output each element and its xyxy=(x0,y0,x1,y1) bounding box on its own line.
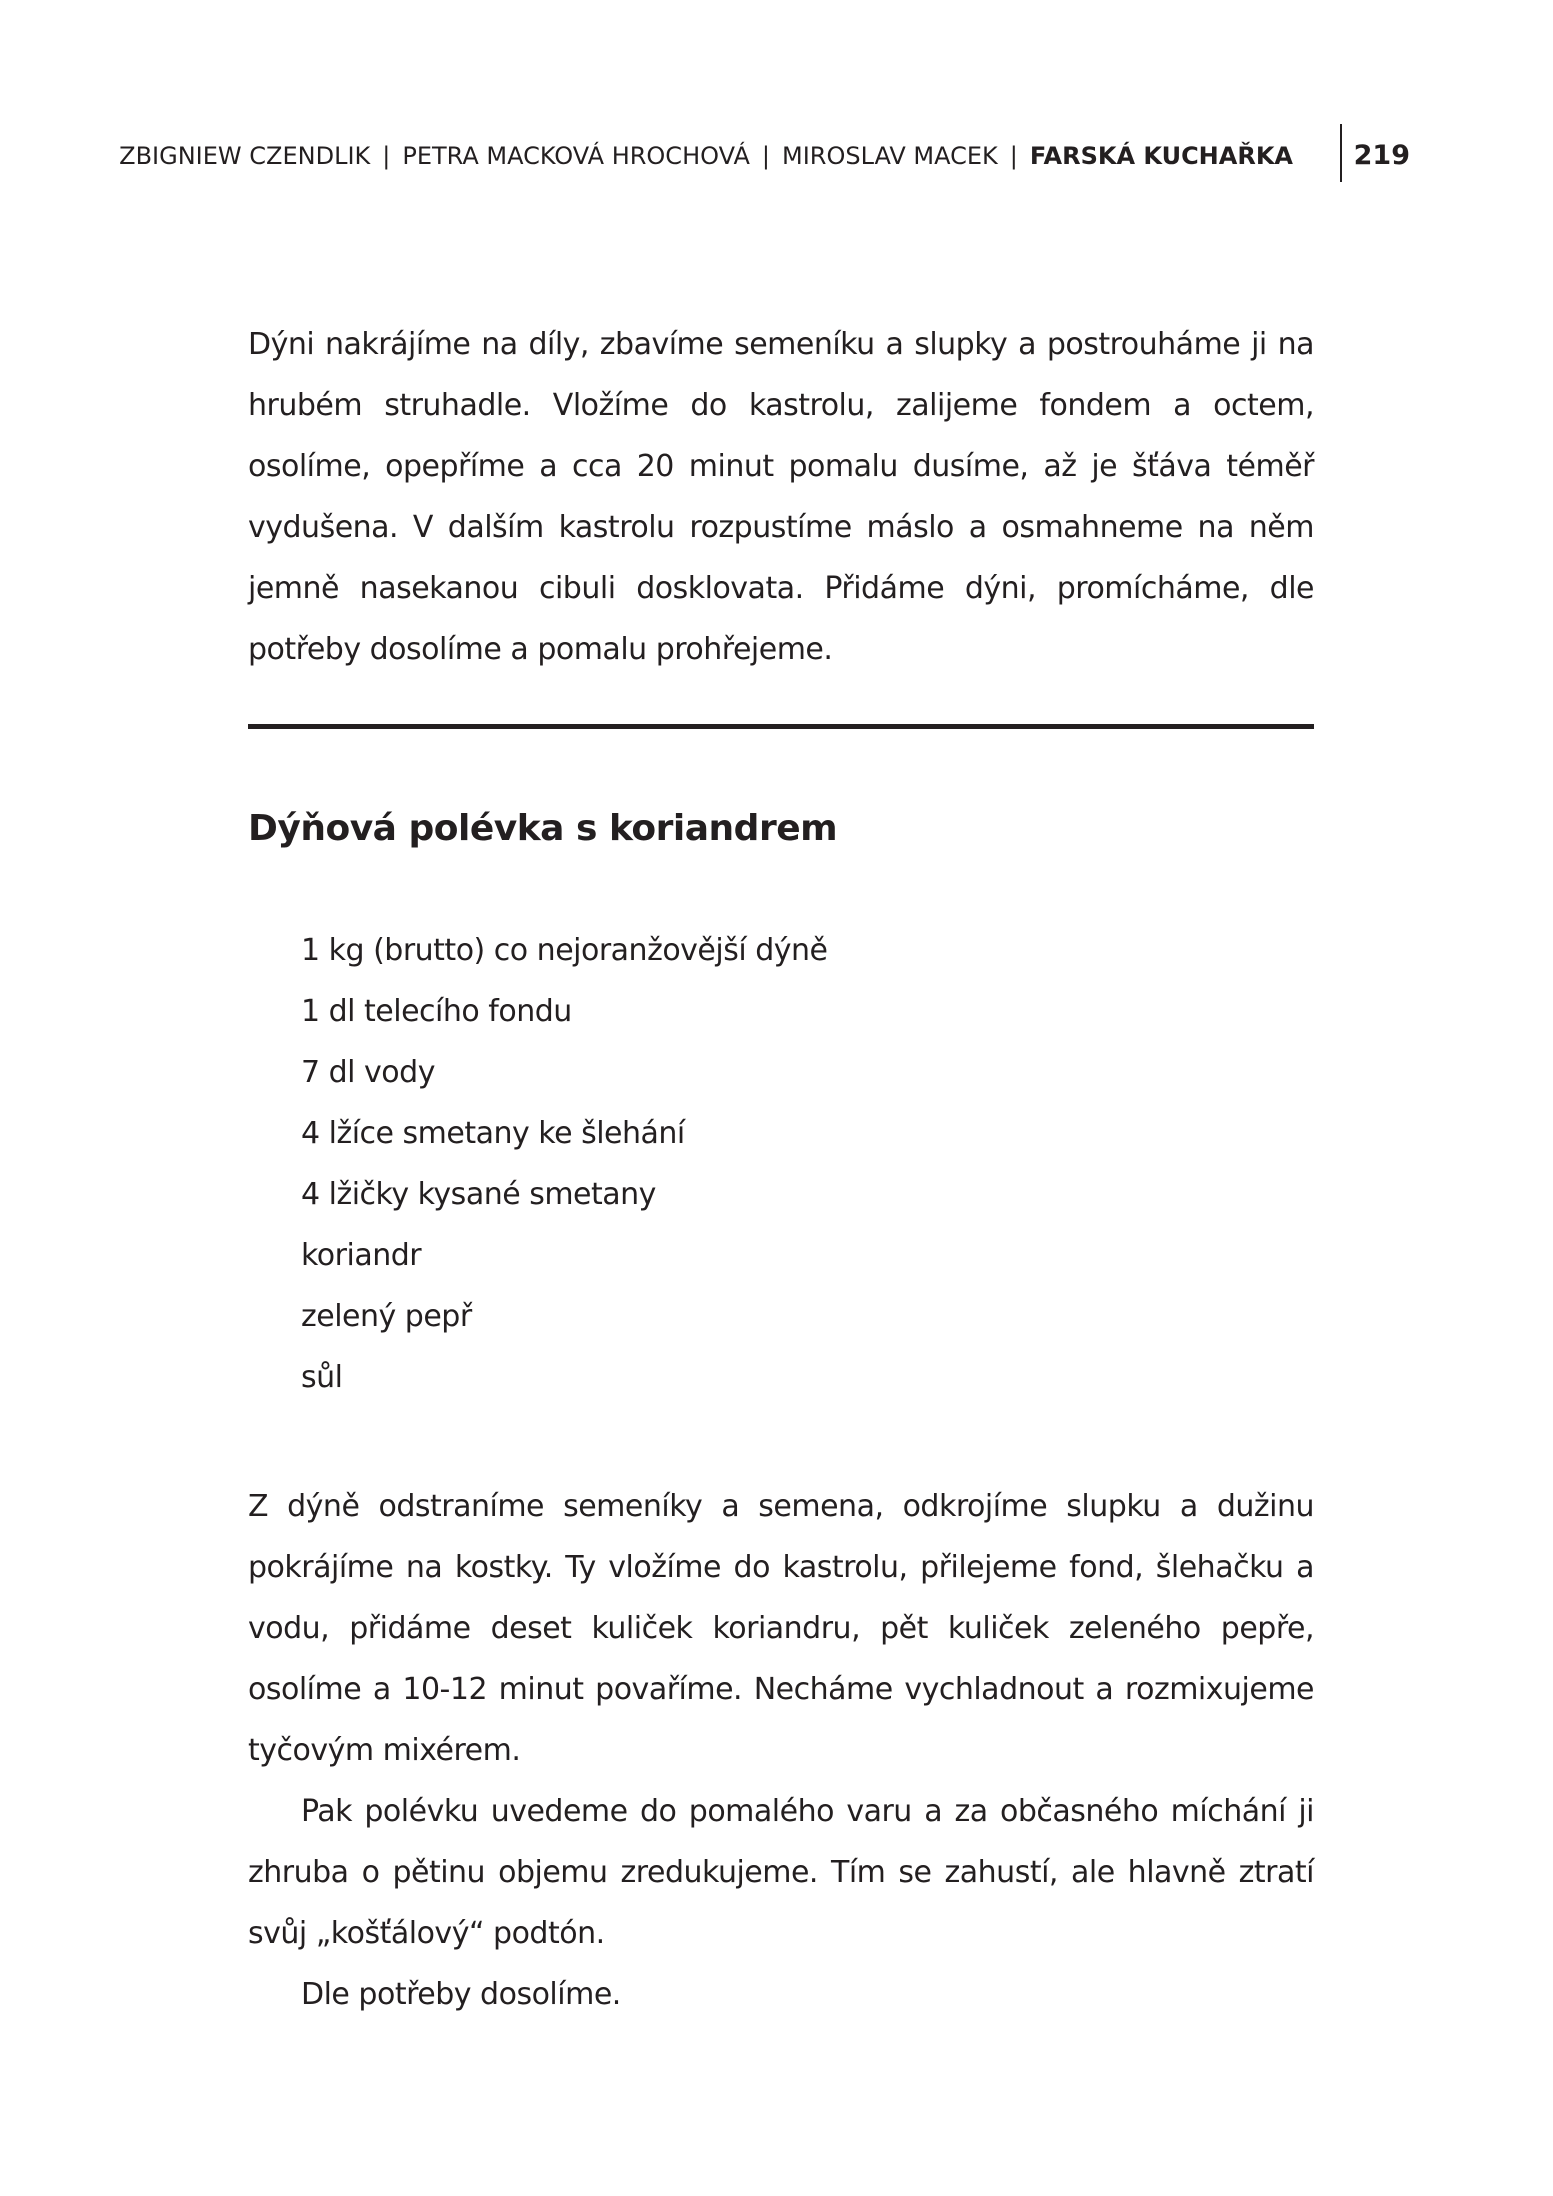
header-separator: | xyxy=(1009,142,1018,170)
method-section xyxy=(248,1476,1314,2025)
running-header xyxy=(119,138,1410,180)
ingredient-item: 4 lžičky kysané smetany xyxy=(301,1177,656,1212)
method-paragraph: Z dýně odstraníme semeníky a semena, odkrojíme slupku a dužinu pokrájíme na kostky. Ty vložíme do kastrolu, přilejeme fond, šlehačku a vodu, přidáme deset kuliček koriandru, pět kuliček zeleného pepře, osolíme a 10-12 minut povaříme. Necháme vychladnout a rozmixujeme tyčovým mixérem. xyxy=(248,1489,1314,1768)
header-author-2: PETRA MACKOVÁ HROCHOVÁ xyxy=(402,142,750,170)
header-vertical-divider xyxy=(1340,124,1342,182)
page-body xyxy=(248,314,1314,2025)
header-separator: | xyxy=(382,142,391,170)
page-number: 219 xyxy=(1353,140,1410,171)
header-authors xyxy=(119,142,1293,170)
ingredient-item: 4 lžíce smetany ke šlehání xyxy=(301,1116,685,1151)
header-author-3: MIROSLAV MACEK xyxy=(781,142,998,170)
header-separator: | xyxy=(761,142,770,170)
method-paragraph: Pak polévku uvedeme do pomalého varu a za občasného míchání ji zhruba o pětinu objemu zredukujeme. Tím se zahustí, ale hlavně ztratí svůj „košťálový“ podtón. xyxy=(248,1794,1314,1951)
ingredient-item: koriandr xyxy=(301,1238,422,1273)
header-author-1: ZBIGNIEW CZENDLIK xyxy=(119,142,371,170)
ingredient-item: zelený pepř xyxy=(301,1299,472,1334)
ingredient-list xyxy=(248,920,1314,1408)
method-paragraph: Dle potřeby dosolíme. xyxy=(301,1977,621,2012)
header-book-title: FARSKÁ KUCHAŘKA xyxy=(1029,142,1293,170)
ingredient-item: 1 dl telecího fondu xyxy=(301,994,572,1029)
recipe-title: Dýňová polévka s koriandrem xyxy=(248,808,838,849)
ingredient-item: sůl xyxy=(301,1360,343,1395)
intro-paragraph: Dýni nakrájíme na díly, zbavíme semeníku a slupky a postrouháme ji na hrubém struhadle. Vložíme do kastrolu, zalijeme fondem a octem, osolíme, opepříme a cca 20 minut pomalu dusíme, až je šťáva téměř vydušena. V dalším kastrolu rozpustíme máslo a osmahneme na něm jemně nasekanou cibuli dosklovata. Přidáme dýni, promícháme, dle potřeby dosolíme a pomalu prohřejeme. xyxy=(248,327,1314,667)
ingredient-item: 1 kg (brutto) co nejoranžovější dýně xyxy=(301,933,828,968)
ingredient-item: 7 dl vody xyxy=(301,1055,435,1090)
section-divider xyxy=(248,724,1314,729)
